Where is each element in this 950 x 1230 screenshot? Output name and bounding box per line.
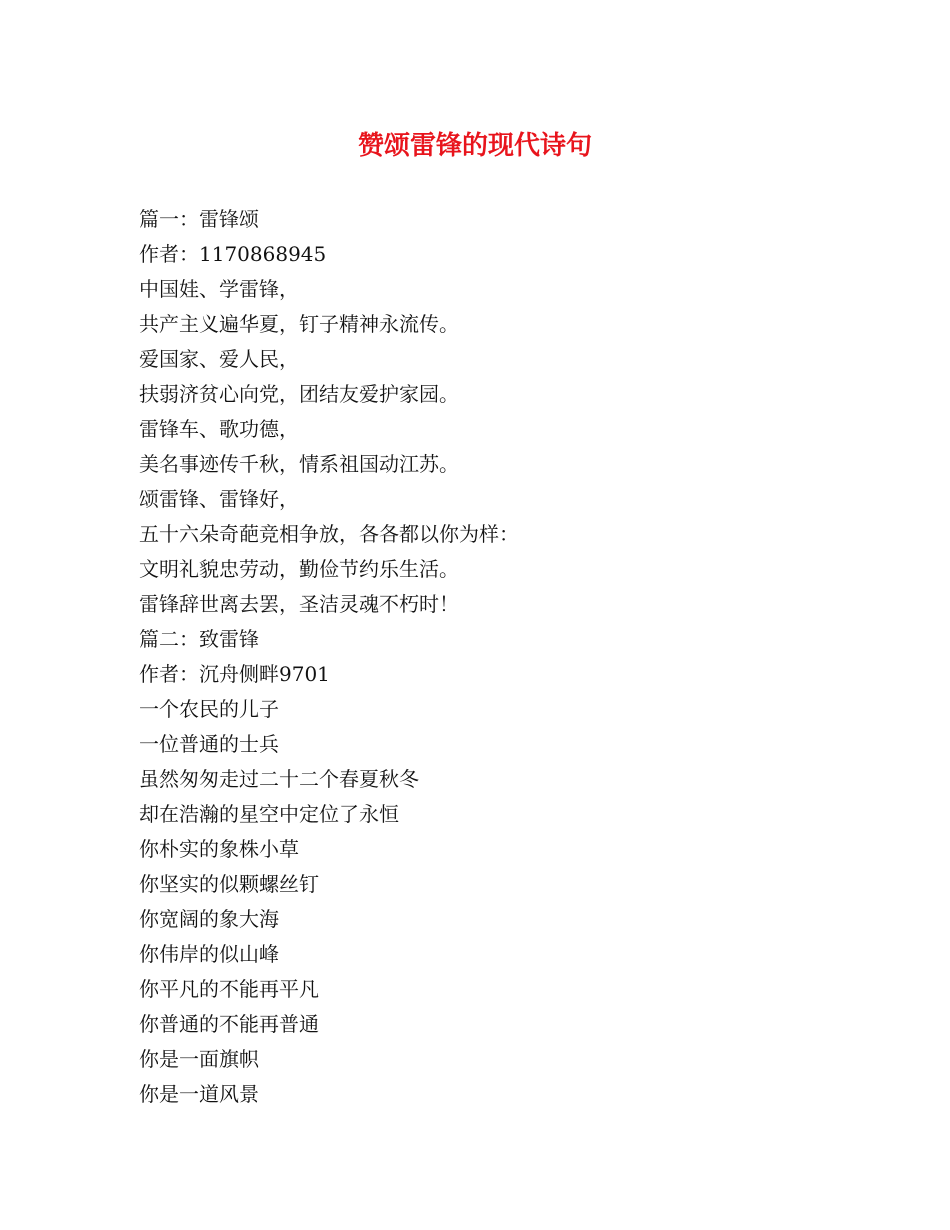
poem-line: 你伟岸的似山峰	[139, 942, 279, 966]
poem-line: 你是一面旗帜	[139, 1047, 259, 1071]
poem-line: 扶弱济贫心向党，团结友爱护家园。	[139, 382, 459, 406]
poem-line: 你宽阔的象大海	[139, 907, 279, 931]
poem-line: 篇二：致雷锋	[139, 627, 259, 651]
poem-line: 却在浩瀚的星空中定位了永恒	[139, 802, 399, 826]
poem-line: 五十六朵奇葩竞相争放，各各都以你为样：	[139, 522, 519, 546]
poem-line: 一个农民的儿子	[139, 697, 279, 721]
poem-line: 篇一：雷锋颂	[139, 207, 259, 231]
poem-line: 爱国家、爱人民，	[139, 347, 299, 371]
poem-line: 你坚实的似颗螺丝钉	[139, 872, 319, 896]
poem-line: 美名事迹传千秋，情系祖国动江苏。	[139, 452, 459, 476]
poem-line: 一位普通的士兵	[139, 732, 279, 756]
poem-line: 你朴实的象株小草	[139, 837, 299, 861]
poem-line: 你是一道风景	[139, 1082, 259, 1106]
poem-line: 颂雷锋、雷锋好，	[139, 487, 299, 511]
poem-line: 你普通的不能再普通	[139, 1012, 319, 1036]
poem-line: 共产主义遍华夏，钉子精神永流传。	[139, 312, 459, 336]
poem-line: 文明礼貌忠劳动，勤俭节约乐生活。	[139, 557, 459, 581]
poem-line: 作者：沉舟侧畔9701	[139, 662, 330, 686]
poem-line: 你平凡的不能再平凡	[139, 977, 319, 1001]
poem-line: 雷锋车、歌功德，	[139, 417, 299, 441]
poem-line: 虽然匆匆走过二十二个春夏秋冬	[139, 767, 419, 791]
poem-lines	[139, 202, 839, 1112]
poem-line: 作者：1170868945	[139, 242, 327, 266]
poem-line: 雷锋辞世离去罢，圣洁灵魂不朽时！	[139, 592, 459, 616]
document-title: 赞颂雷锋的现代诗句	[357, 131, 592, 161]
poem-line: 中国娃、学雷锋，	[139, 277, 299, 301]
